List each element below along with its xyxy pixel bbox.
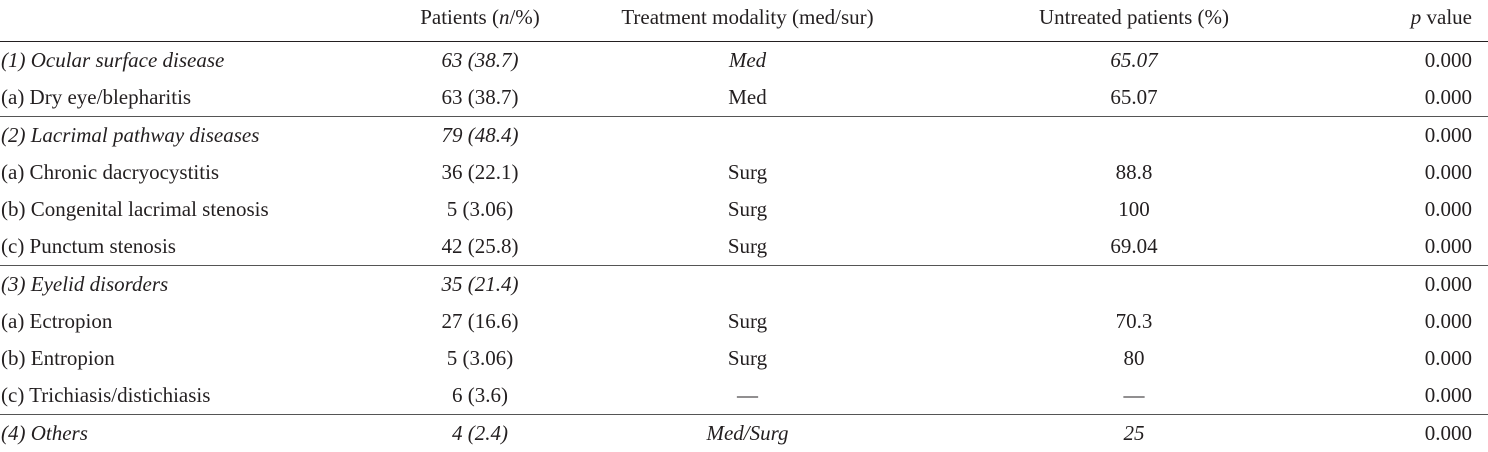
cell-modality: — bbox=[575, 377, 920, 415]
cell-condition: (a) Dry eye/blepharitis bbox=[0, 79, 385, 117]
table-row bbox=[0, 117, 1488, 155]
table-row bbox=[0, 154, 1488, 191]
cell-condition: (4) Others bbox=[0, 415, 385, 452]
cell-untreated: 80 bbox=[920, 340, 1348, 377]
table-row bbox=[0, 377, 1488, 415]
cell-modality bbox=[575, 117, 920, 155]
header-row bbox=[0, 0, 1488, 42]
cell-patients: 4 (2.4) bbox=[385, 415, 575, 452]
cell-pvalue: 0.000 bbox=[1348, 303, 1488, 340]
table-row bbox=[0, 191, 1488, 228]
header-pvalue bbox=[1348, 0, 1488, 42]
cell-untreated: — bbox=[920, 377, 1348, 415]
table-row bbox=[0, 266, 1488, 304]
cell-untreated: 100 bbox=[920, 191, 1348, 228]
cell-modality: Surg bbox=[575, 228, 920, 266]
cell-untreated: 69.04 bbox=[920, 228, 1348, 266]
cell-patients: 79 (48.4) bbox=[385, 117, 575, 155]
cell-condition: (1) Ocular surface disease bbox=[0, 42, 385, 80]
header-modality: Treatment modality (med/sur) bbox=[575, 0, 920, 42]
header-condition bbox=[0, 0, 385, 42]
cell-modality: Med/Surg bbox=[575, 415, 920, 452]
cell-modality: Med bbox=[575, 42, 920, 80]
header-patients-n: n bbox=[499, 5, 510, 29]
cell-modality: Surg bbox=[575, 303, 920, 340]
cell-patients: 36 (22.1) bbox=[385, 154, 575, 191]
cell-condition: (b) Entropion bbox=[0, 340, 385, 377]
cell-untreated: 88.8 bbox=[920, 154, 1348, 191]
header-patients bbox=[385, 0, 575, 42]
cell-pvalue: 0.000 bbox=[1348, 228, 1488, 266]
cell-untreated: 65.07 bbox=[920, 79, 1348, 117]
table-header bbox=[0, 0, 1488, 42]
cell-patients: 35 (21.4) bbox=[385, 266, 575, 304]
cell-untreated bbox=[920, 117, 1348, 155]
cell-patients: 5 (3.06) bbox=[385, 191, 575, 228]
cell-condition: (c) Trichiasis/distichiasis bbox=[0, 377, 385, 415]
cell-pvalue: 0.000 bbox=[1348, 377, 1488, 415]
cell-pvalue: 0.000 bbox=[1348, 42, 1488, 80]
cell-pvalue: 0.000 bbox=[1348, 117, 1488, 155]
cell-pvalue: 0.000 bbox=[1348, 191, 1488, 228]
cell-modality: Med bbox=[575, 79, 920, 117]
cell-condition: (c) Punctum stenosis bbox=[0, 228, 385, 266]
header-pvalue-p: p bbox=[1411, 5, 1422, 29]
table-row bbox=[0, 415, 1488, 452]
cell-pvalue: 0.000 bbox=[1348, 154, 1488, 191]
cell-condition: (b) Congenital lacrimal stenosis bbox=[0, 191, 385, 228]
header-pvalue-rest: value bbox=[1421, 5, 1472, 29]
cell-modality bbox=[575, 266, 920, 304]
cell-untreated bbox=[920, 266, 1348, 304]
cell-modality: Surg bbox=[575, 154, 920, 191]
cell-modality: Surg bbox=[575, 191, 920, 228]
table-row bbox=[0, 303, 1488, 340]
header-patients-post: /%) bbox=[509, 5, 539, 29]
cell-pvalue: 0.000 bbox=[1348, 415, 1488, 452]
cell-pvalue: 0.000 bbox=[1348, 266, 1488, 304]
cell-untreated: 25 bbox=[920, 415, 1348, 452]
table-row bbox=[0, 228, 1488, 266]
cell-untreated: 70.3 bbox=[920, 303, 1348, 340]
table-body bbox=[0, 42, 1488, 452]
cell-condition: (2) Lacrimal pathway diseases bbox=[0, 117, 385, 155]
cell-pvalue: 0.000 bbox=[1348, 79, 1488, 117]
header-untreated: Untreated patients (%) bbox=[920, 0, 1348, 42]
cell-patients: 63 (38.7) bbox=[385, 42, 575, 80]
table-row bbox=[0, 42, 1488, 80]
cell-patients: 42 (25.8) bbox=[385, 228, 575, 266]
cell-untreated: 65.07 bbox=[920, 42, 1348, 80]
cell-condition: (a) Chronic dacryocystitis bbox=[0, 154, 385, 191]
table-row bbox=[0, 340, 1488, 377]
cell-patients: 5 (3.06) bbox=[385, 340, 575, 377]
cell-patients: 63 (38.7) bbox=[385, 79, 575, 117]
cell-patients: 6 (3.6) bbox=[385, 377, 575, 415]
cell-condition: (a) Ectropion bbox=[0, 303, 385, 340]
cell-pvalue: 0.000 bbox=[1348, 340, 1488, 377]
cell-modality: Surg bbox=[575, 340, 920, 377]
cell-condition: (3) Eyelid disorders bbox=[0, 266, 385, 304]
table-row bbox=[0, 79, 1488, 117]
header-patients-pre: Patients ( bbox=[420, 5, 499, 29]
cell-patients: 27 (16.6) bbox=[385, 303, 575, 340]
